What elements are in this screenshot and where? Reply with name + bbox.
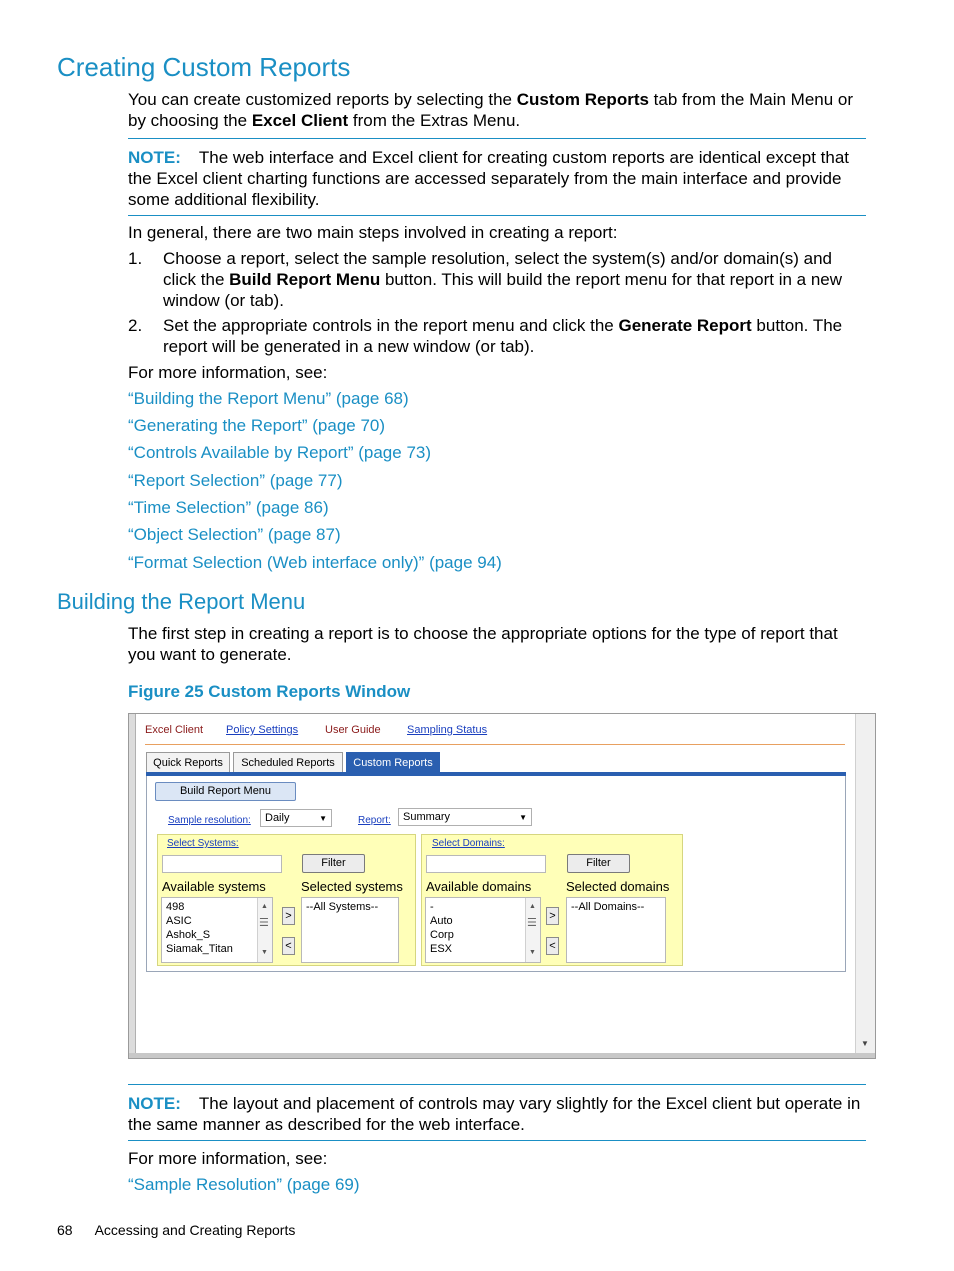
list-item[interactable]: Corp xyxy=(430,929,454,941)
sample-resolution-select[interactable] xyxy=(260,809,332,827)
step-text: Set the appropriate controls in the report menu and click the xyxy=(163,316,619,335)
intro-bold-custom-reports: Custom Reports xyxy=(516,90,649,109)
list-item[interactable]: 498 xyxy=(166,901,185,913)
link-format-selection[interactable]: “Format Selection (Web interface only)” (page 94) xyxy=(128,553,502,572)
link-generating-report[interactable]: “Generating the Report” (page 70) xyxy=(128,416,386,435)
intro-text-3: from the Extras Menu. xyxy=(348,111,521,130)
steps-list xyxy=(128,248,868,361)
list-item[interactable]: ASIC xyxy=(166,915,192,927)
list-item[interactable]: ESX xyxy=(430,943,453,955)
sample-resolution-label[interactable]: Sample resolution: xyxy=(168,815,251,826)
link-sample-resolution[interactable]: “Sample Resolution” (page 69) xyxy=(128,1175,360,1194)
remove-system-button[interactable]: < xyxy=(282,937,295,955)
tab-custom-reports[interactable]: Custom Reports xyxy=(346,752,440,772)
link-building-report-menu[interactable]: “Building the Report Menu” (page 68) xyxy=(128,389,409,408)
scroll-down-icon: ▼ xyxy=(861,1039,869,1048)
available-systems-label: Available systems xyxy=(162,879,266,894)
available-domains-label: Available domains xyxy=(426,879,532,894)
report-select[interactable] xyxy=(398,808,532,826)
select-domains-label[interactable]: Select Domains: xyxy=(432,838,505,849)
chevron-down-icon: ▼ xyxy=(319,814,327,823)
step-text: button. This will build the report menu for that report in a new window (or tab). xyxy=(163,270,843,310)
scroll-grip-icon: ☰ xyxy=(259,917,269,929)
list-item[interactable]: - xyxy=(430,901,434,913)
list-item[interactable]: --All Systems-- xyxy=(306,901,379,913)
tab-scheduled-reports[interactable]: Scheduled Reports xyxy=(233,752,343,772)
select-systems-label[interactable]: Select Systems: xyxy=(167,838,239,849)
tab-quick-reports[interactable]: Quick Reports xyxy=(146,752,230,772)
systems-box xyxy=(157,834,416,966)
custom-reports-panel xyxy=(146,776,846,972)
link-report-selection[interactable]: “Report Selection” (page 77) xyxy=(128,471,343,490)
scroll-down-icon: ▼ xyxy=(261,949,268,956)
intro-text-2: tab from the Main Menu or by choosing the xyxy=(128,90,854,130)
link-time-selection[interactable]: “Time Selection” (page 86) xyxy=(128,498,329,517)
screenshot-left-border xyxy=(129,714,136,1058)
note-label: NOTE: xyxy=(128,148,181,167)
report-value: Summary xyxy=(403,811,451,823)
nav-policy-settings[interactable]: Policy Settings xyxy=(226,724,299,736)
screenshot-scrollbar[interactable] xyxy=(855,714,875,1058)
domains-box xyxy=(421,834,683,966)
list-item xyxy=(128,248,868,311)
custom-reports-screenshot xyxy=(128,713,876,1059)
nav-user-guide[interactable]: User Guide xyxy=(325,724,381,736)
domains-filter-input[interactable] xyxy=(426,855,546,873)
step-text: button. The report will be generated in a new window (or tab). xyxy=(163,316,843,356)
list-scrollbar[interactable] xyxy=(525,898,540,962)
scroll-down-icon: ▼ xyxy=(529,949,536,956)
note-box-2 xyxy=(128,1084,866,1141)
selected-systems-label: Selected systems xyxy=(301,879,403,894)
list-item[interactable]: Ashok_S xyxy=(166,929,211,941)
figure-caption: Figure 25 Custom Reports Window xyxy=(128,682,411,701)
intro-bold-excel-client: Excel Client xyxy=(251,111,349,130)
selected-systems-list[interactable] xyxy=(301,897,399,963)
systems-filter-button[interactable]: Filter xyxy=(302,854,365,873)
note-label: NOTE: xyxy=(128,1094,181,1113)
nav-excel-client[interactable]: Excel Client xyxy=(145,724,204,736)
subsection-title: Building the Report Menu xyxy=(57,589,306,614)
available-domains-list[interactable] xyxy=(425,897,541,963)
scroll-grip-icon: ☰ xyxy=(527,917,537,929)
step-text: Choose a report, select the sample resolution, select the system(s) and/or domain(s) and click the xyxy=(163,249,832,289)
domains-filter-button[interactable]: Filter xyxy=(567,854,630,873)
step-number: 2. xyxy=(128,316,143,335)
add-domain-button[interactable]: > xyxy=(546,907,559,925)
scroll-up-icon: ▲ xyxy=(261,903,268,910)
intro-paragraph xyxy=(128,89,868,131)
nav-sampling-status[interactable]: Sampling Status xyxy=(407,724,488,736)
chapter-title: Accessing and Creating Reports xyxy=(94,1222,296,1238)
sample-resolution-value: Daily xyxy=(265,812,290,824)
report-label[interactable]: Report: xyxy=(358,815,391,826)
subsection-intro: The first step in creating a report is to choose the appropriate options for the type of report that you want to generate. xyxy=(128,624,838,664)
systems-filter-input[interactable] xyxy=(162,855,282,873)
intro-text-1: You can create customized reports by selecting the xyxy=(128,90,517,109)
list-item[interactable]: Auto xyxy=(430,915,453,927)
scroll-up-icon: ▲ xyxy=(529,903,536,910)
page-title: Creating Custom Reports xyxy=(57,52,351,82)
step-number: 1. xyxy=(128,249,143,268)
more-info-label: For more information, see: xyxy=(128,363,328,382)
list-scrollbar[interactable] xyxy=(257,898,272,962)
selected-domains-list[interactable] xyxy=(566,897,666,963)
build-report-menu-button[interactable]: Build Report Menu xyxy=(155,782,296,801)
add-system-button[interactable]: > xyxy=(282,907,295,925)
screenshot-bottom-border xyxy=(129,1053,875,1058)
available-systems-list[interactable] xyxy=(161,897,273,963)
more-info-label-2: For more information, see: xyxy=(128,1149,328,1168)
selected-domains-label: Selected domains xyxy=(566,879,670,894)
remove-domain-button[interactable]: < xyxy=(546,937,559,955)
step-bold: Build Report Menu xyxy=(229,270,381,289)
page-number: 68 xyxy=(57,1222,73,1238)
list-item[interactable]: --All Domains-- xyxy=(571,901,645,913)
page-footer xyxy=(57,1222,317,1238)
list-item[interactable]: Siamak_Titan xyxy=(166,943,233,955)
note-text: The layout and placement of controls may vary slightly for the Excel client but operate in the same manner as described for the web interface. xyxy=(128,1094,861,1134)
step-bold: Generate Report xyxy=(618,316,752,335)
steps-intro: In general, there are two main steps involved in creating a report: xyxy=(128,223,618,242)
nav-divider xyxy=(145,744,845,745)
link-controls-available[interactable]: “Controls Available by Report” (page 73) xyxy=(128,443,432,462)
link-object-selection[interactable]: “Object Selection” (page 87) xyxy=(128,525,341,544)
note-text: The web interface and Excel client for creating custom reports are identical except that the Excel client charting functions are accessed separately from the main interface and provide some additional flexibility. xyxy=(128,148,849,209)
note-box-1 xyxy=(128,138,866,216)
chevron-down-icon: ▼ xyxy=(519,813,527,822)
list-item xyxy=(128,315,868,357)
